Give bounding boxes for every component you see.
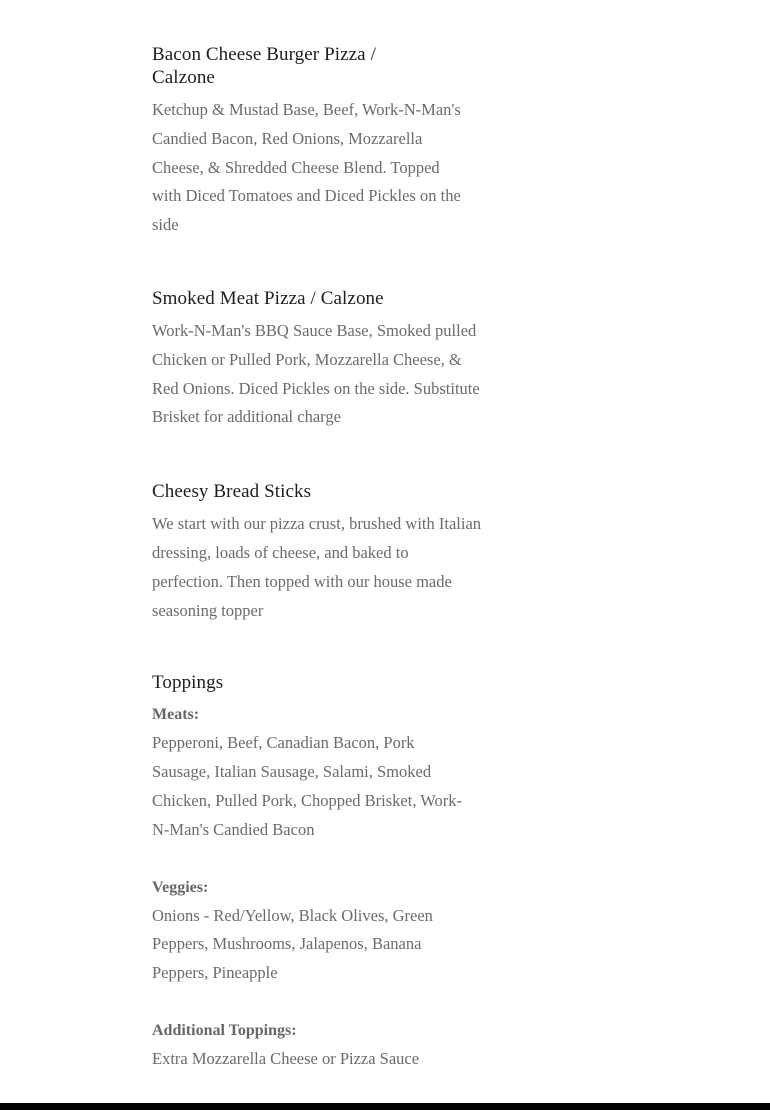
menu-item-title: Smoked Meat Pizza / Calzone xyxy=(152,287,384,309)
menu-item-description: We start with our pizza crust, brushed with Italian dressing, loads of cheese, and baked to perfection. Then topped with our house made seasoning topper xyxy=(152,514,482,620)
bottom-bar xyxy=(0,1103,770,1110)
menu-item-title: Bacon Cheese Burger Pizza / Calzone xyxy=(152,44,376,88)
menu-item-cheesy-bread-sticks xyxy=(152,480,492,625)
menu-item-description: Work-N-Man's BBQ Sauce Base, Smoked pulled Chicken or Pulled Pork, Mozzarella Cheese, & Red Onions. Diced Pickles on the side. Substitute Brisket for additional charge xyxy=(152,320,480,427)
menu-item-bacon-cheese-burger xyxy=(152,43,492,240)
menu-item-title: Cheesy Bread Sticks xyxy=(152,481,312,503)
toppings-section xyxy=(152,671,492,1073)
toppings-group-text-additional: Extra Mozzarella Cheese or Pizza Sauce xyxy=(152,1048,420,1068)
toppings-title: Toppings xyxy=(152,672,224,694)
toppings-group-label-additional: Additional Toppings: xyxy=(152,1021,297,1039)
menu-item-smoked-meat xyxy=(152,287,492,432)
toppings-group-text-meats: Pepperoni, Beef, Canadian Bacon, Pork Sausage, Italian Sausage, Salami, Smoked Chicken, Pulled Pork, Chopped Brisket, Work-N-Man's Candied Bacon xyxy=(152,733,463,839)
toppings-group-label-meats: Meats: xyxy=(152,706,200,724)
toppings-group-text-veggies: Onions - Red/Yellow, Black Olives, Green Peppers, Mushrooms, Jalapenos, Banana Peppers, Pineapple xyxy=(152,905,433,983)
menu-item-description: Ketchup & Mustad Base, Beef, Work-N-Man's Candied Bacon, Red Onions, Mozzarella Cheese, & Shredded Cheese Blend. Topped with Diced Tomatoes and Diced Pickles on the side xyxy=(152,100,461,235)
menu-content xyxy=(152,43,492,1074)
toppings-group-label-veggies: Veggies: xyxy=(152,878,209,896)
